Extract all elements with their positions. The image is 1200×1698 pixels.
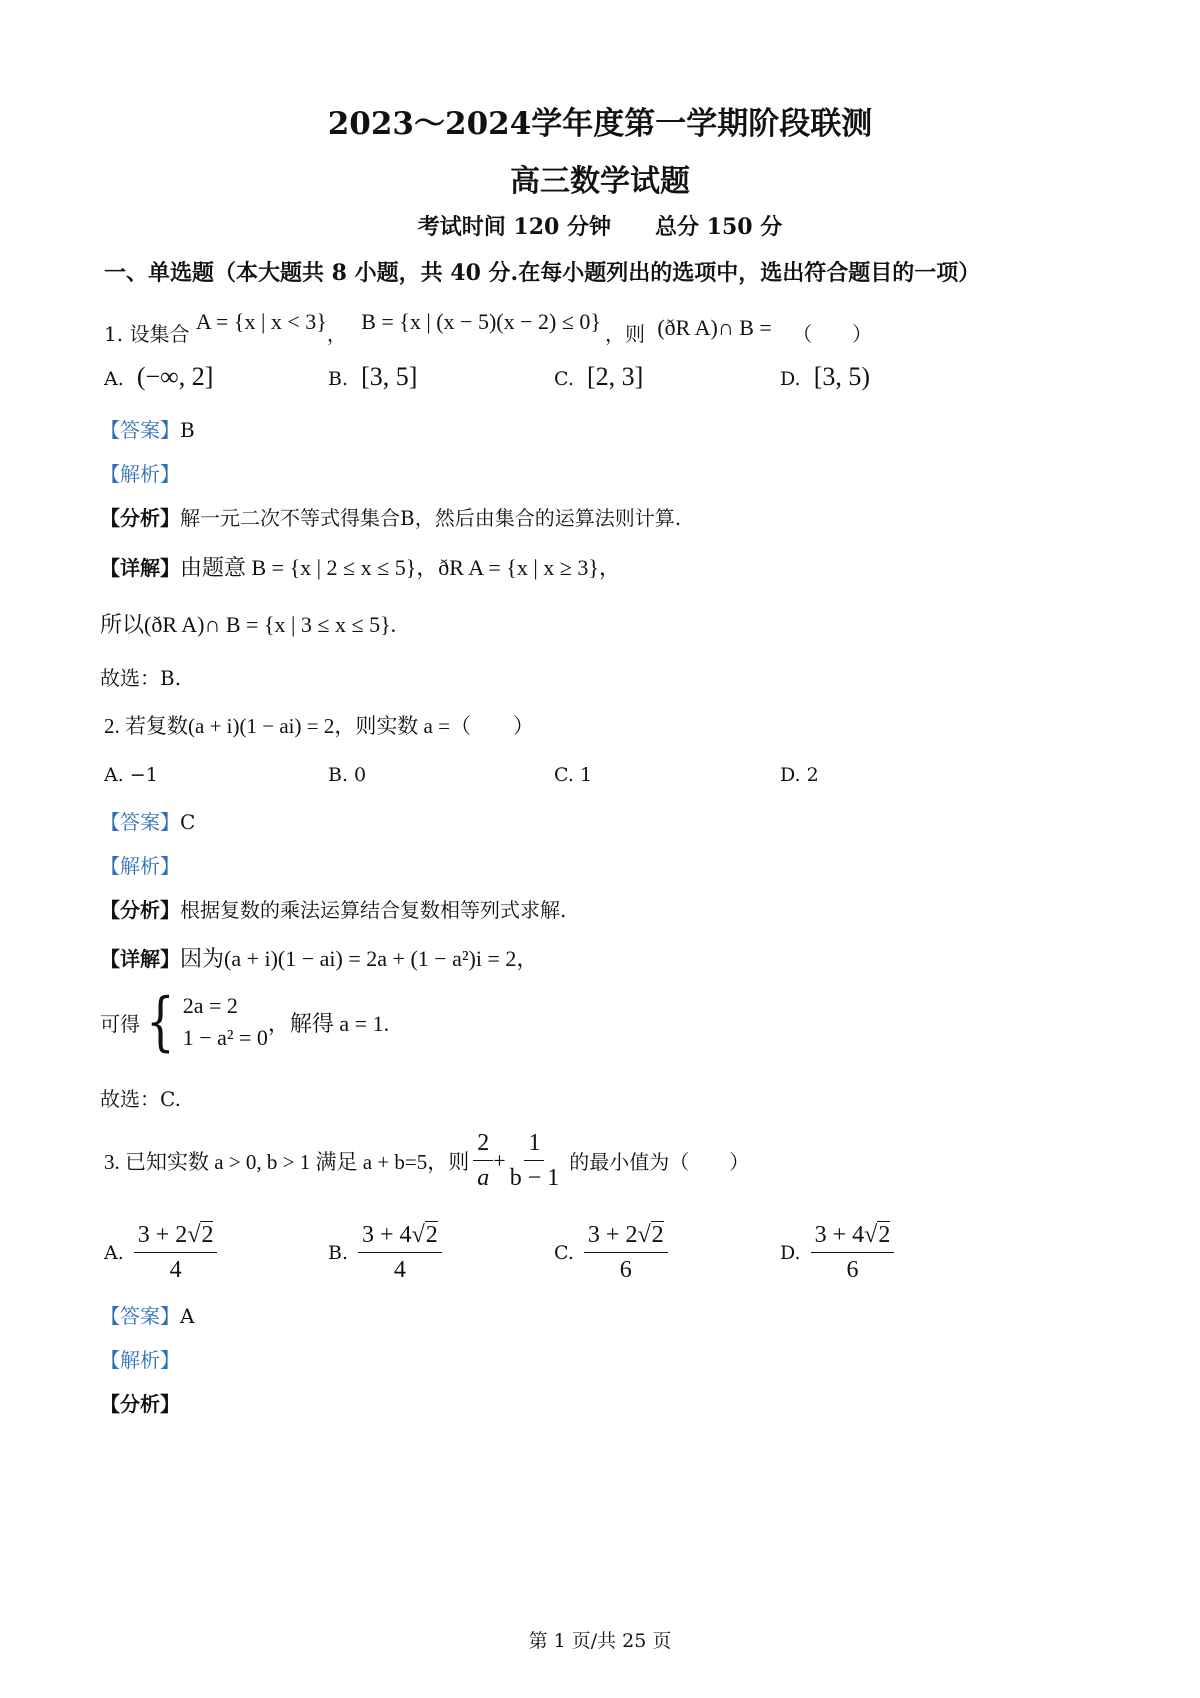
- option-fraction: [358, 1220, 442, 1285]
- section-heading: 一、单选题（本大题共 8 小题，共 40 分.在每小题列出的选项中，选出符合题目的一项）: [104, 260, 981, 286]
- q1-xiangjie: [100, 551, 621, 582]
- q1-conclusion: 故选：B.: [100, 666, 182, 690]
- exam-info: 考试时间 120 分钟 总分 150 分: [417, 214, 783, 240]
- fraction-numerator: 1: [524, 1128, 544, 1161]
- q1-solution-line2: 所以(ðR A)∩ B = {x | 3 ≤ x ≤ 5}.: [100, 612, 397, 637]
- option-label: C.: [554, 368, 574, 390]
- q2-option-a[interactable]: A. −1: [104, 764, 158, 786]
- q2-analysis-label: 【解析】: [100, 854, 180, 878]
- fraction-denominator: a: [477, 1165, 490, 1191]
- page-footer: 第 1 页/共 25 页: [528, 1630, 672, 1652]
- numerator-part: 3 + 2: [137, 1222, 188, 1248]
- q1-set-b: B = {x | (x − 5)(x − 2) ≤ 0}: [361, 309, 601, 334]
- option-value: [2, 3]: [587, 362, 644, 391]
- q1-answer-paren: （ ）: [792, 322, 873, 346]
- q2-stem: 2. 若复数(a + i)(1 − ai) = 2，则实数 a =（ ）: [104, 714, 534, 738]
- option-label: A.: [104, 368, 124, 390]
- q1-option-d[interactable]: [780, 362, 870, 392]
- q1-option-b[interactable]: [328, 362, 417, 392]
- sqrt-icon: √: [187, 1222, 201, 1248]
- kede-label: 可得: [100, 1011, 140, 1036]
- numerator-part: 3 + 4: [362, 1222, 412, 1248]
- xiangjie-text: 因为(a + i)(1 − ai) = 2a + (1 − a²)i = 2，: [180, 946, 539, 971]
- q2-xiangjie: [100, 942, 538, 973]
- q2-option-b[interactable]: B. 0: [328, 764, 367, 786]
- q1-set-a: A = {x | x < 3}: [195, 309, 327, 334]
- q3-fraction-1: [473, 1128, 493, 1193]
- q1-fenxi: [100, 502, 681, 531]
- answer-value: C: [180, 810, 196, 834]
- radicand: 2: [201, 1222, 214, 1248]
- q2-fenxi: [100, 894, 566, 923]
- fenxi-label: 【分析】: [100, 898, 180, 922]
- solve-result: ，解得 a = 1.: [267, 1010, 390, 1036]
- option-label: D.: [780, 368, 801, 390]
- option-label: B.: [328, 368, 349, 390]
- exam-subtitle: 高三数学试题: [510, 164, 690, 199]
- fenxi-text: 解一元二次不等式得集合B，然后由集合的运算法则计算.: [180, 506, 682, 530]
- q3-option-d[interactable]: [780, 1220, 894, 1285]
- fraction-denominator: 4: [393, 1257, 406, 1283]
- q3-stem-post: 的最小值为（ ）: [569, 1150, 750, 1174]
- xiangjie-text: 由题意 B = {x | 2 ≤ x ≤ 5}，ðR A = {x | x ≥ 3}，: [180, 555, 621, 580]
- q1-answer: [100, 414, 195, 443]
- q1-expression: (ðR A)∩ B =: [657, 315, 772, 340]
- system-eq-2: 1 − a² = 0: [182, 1025, 268, 1050]
- answer-label: 【答案】: [100, 418, 180, 442]
- q3-answer: [100, 1300, 194, 1329]
- q3-option-c[interactable]: [554, 1220, 668, 1285]
- fraction-denominator: 4: [169, 1257, 182, 1283]
- q3-stem: [104, 1128, 749, 1193]
- sqrt-icon: √: [864, 1222, 878, 1248]
- q3-option-a[interactable]: [104, 1220, 217, 1285]
- xiangjie-label: 【详解】: [100, 556, 180, 580]
- option-label: D.: [780, 1241, 801, 1264]
- q2-answer: [100, 806, 195, 835]
- q1-option-c[interactable]: [554, 362, 643, 392]
- fraction-denominator: 6: [619, 1257, 632, 1283]
- q1-analysis-label: 【解析】: [100, 462, 180, 486]
- sqrt-icon: √: [411, 1222, 425, 1248]
- equation-system: [140, 985, 268, 1059]
- numerator-part: 3 + 2: [587, 1222, 638, 1248]
- sqrt-icon: √: [637, 1222, 651, 1248]
- answer-value: A: [180, 1304, 195, 1328]
- radicand: 2: [425, 1222, 438, 1248]
- system-eq-1: 2a = 2: [182, 993, 238, 1019]
- answer-value: B: [180, 418, 195, 442]
- answer-label: 【答案】: [100, 1304, 180, 1328]
- q1-option-a[interactable]: [104, 362, 213, 392]
- option-fraction: [134, 1220, 218, 1285]
- fraction-denominator: 6: [846, 1257, 859, 1283]
- plus-sign: +: [493, 1147, 506, 1173]
- option-value: (−∞, 2]: [136, 362, 214, 391]
- q1-prefix: 1. 设集合: [104, 322, 190, 346]
- option-value: [3, 5): [813, 362, 871, 391]
- q3-fenxi-label: 【分析】: [100, 1392, 180, 1416]
- option-fraction: [584, 1220, 668, 1285]
- option-label: C.: [554, 1241, 574, 1264]
- answer-label: 【答案】: [100, 810, 180, 834]
- option-fraction: [811, 1220, 895, 1285]
- q2-system: [100, 985, 390, 1059]
- q3-analysis-label: 【解析】: [100, 1348, 180, 1372]
- option-value: [3, 5]: [361, 362, 418, 391]
- q2-option-c[interactable]: C. 1: [554, 764, 593, 786]
- q2-option-d[interactable]: D. 2: [780, 764, 819, 786]
- xiangjie-label: 【详解】: [100, 947, 180, 971]
- q3-option-b[interactable]: [328, 1220, 442, 1285]
- option-label: A.: [104, 1241, 124, 1264]
- q3-fraction-2: [506, 1128, 564, 1193]
- brace-icon: {: [146, 985, 175, 1059]
- q1-then: ，则: [605, 322, 645, 346]
- fenxi-label: 【分析】: [100, 506, 180, 530]
- option-label: B.: [328, 1241, 349, 1264]
- q1-comma: ，: [326, 322, 347, 346]
- fraction-numerator: 2: [473, 1128, 493, 1161]
- q2-conclusion: 故选：C.: [100, 1087, 181, 1111]
- q1-stem: [104, 309, 873, 347]
- q3-stem-pre: 3. 已知实数 a > 0, b > 1 满足 a + b=5，则: [104, 1149, 470, 1174]
- fraction-denominator: b − 1: [509, 1165, 560, 1191]
- radicand: 2: [651, 1222, 664, 1248]
- exam-title: 2023～2024学年度第一学期阶段联测: [327, 106, 873, 142]
- radicand: 2: [878, 1222, 891, 1248]
- fenxi-text: 根据复数的乘法运算结合复数相等列式求解.: [180, 898, 567, 922]
- numerator-part: 3 + 4: [814, 1222, 865, 1248]
